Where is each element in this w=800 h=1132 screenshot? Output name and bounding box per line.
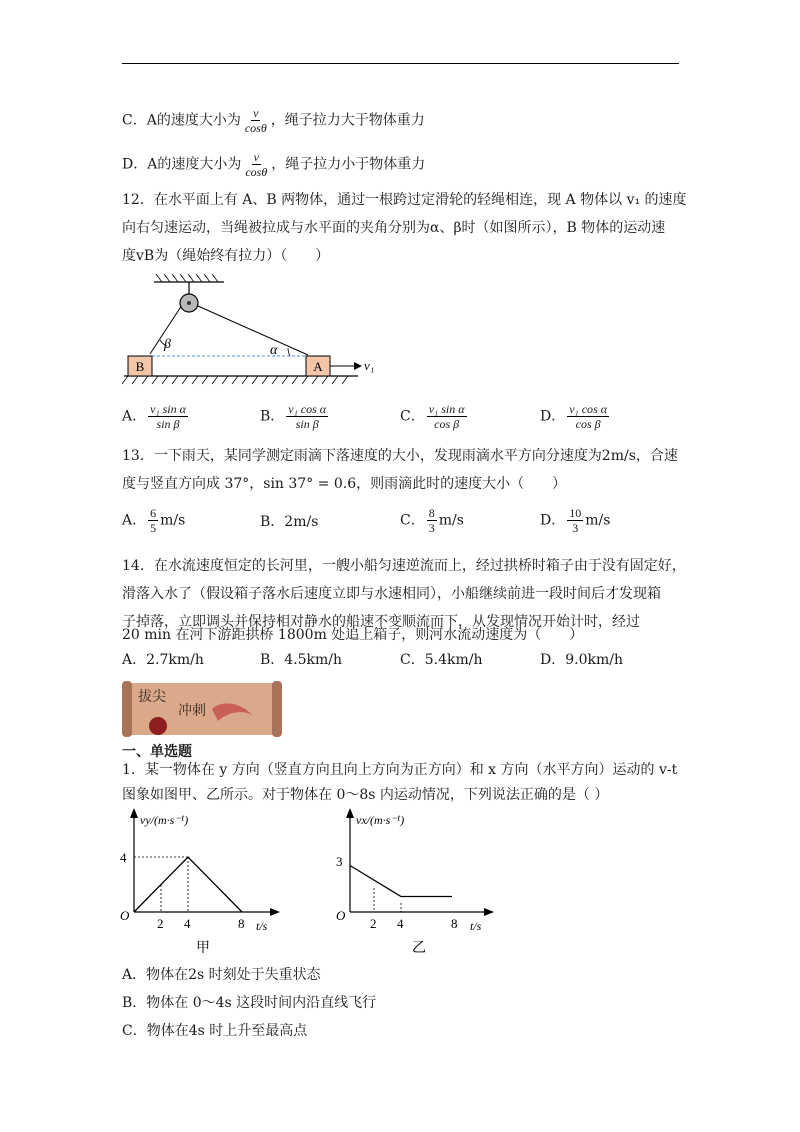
graph-right-origin: O (336, 908, 346, 923)
label-beta: β (164, 337, 171, 352)
graph-left (114, 808, 284, 958)
q14-text-line3: 子掉落，立即调头并保持相对静水的船速不变顺流而下，从发现情况开始计时，经过 (122, 614, 640, 630)
q12-text-line1: 12．在水平面上有 A、B 两物体，通过一根跨过定滑轮的轻绳相连，现 A 物体以 v₁ 的速度 (122, 192, 687, 208)
q12-pulley-figure (122, 268, 382, 386)
q12-option-a[interactable]: A． $\frac{\text{v₁ sin α}}{\text{sin β}}$ (122, 402, 186, 431)
section-title: 一、单选题 (122, 744, 192, 760)
graph-left-caption: 甲 (196, 941, 210, 956)
q12-text-line3: 度vB为（绳始终有拉力）（ ） (122, 248, 330, 264)
graph-left-xtick-8: 8 (238, 916, 245, 931)
q13-text-line1: 13．一下雨天，某同学测定雨滴下落速度的大小，发现雨滴水平方向分速度为2m/s，合速 (122, 448, 678, 464)
q14-text-line1: 14．在水流速度恒定的长河里，一艘小船匀速逆流而上，经过拱桥时箱子由于没有固定好， (122, 558, 686, 574)
q1-option-b[interactable]: B．物体在 0～4s 这段时间内沿直线飞行 (122, 995, 377, 1011)
graph-right-ytick: 3 (336, 854, 343, 869)
graph-left-ytick: 4 (120, 850, 127, 865)
q13-option-b[interactable]: B．2m/s (260, 514, 319, 530)
header-rule (122, 63, 679, 64)
q13-text-line2: 度与竖直方向成 37°，sin 37° = 0.6，则雨滴此时的速度大小（ ） (122, 476, 567, 492)
graph-left-ylabel: vy/(m·s⁻¹) (140, 813, 189, 827)
graph-left-xtick-2: 2 (157, 916, 164, 931)
q12-text-line2: 向右匀速运动，当绳被拉成与水平面的夹角分别为α、β时（如图所示），B 物体的运动速 (122, 220, 666, 236)
q11-c-fraction: $\frac{v}{\cos\theta}$ (244, 106, 267, 135)
label-alpha: α (270, 343, 278, 358)
graph-right (334, 808, 504, 958)
svg-text:拔尖: 拔尖 (138, 690, 166, 705)
svg-text:B: B (135, 359, 145, 374)
graph-left-xtick-4: 4 (184, 916, 191, 931)
q14-option-a[interactable]: A．2.7km/h (122, 652, 204, 668)
q14-option-b[interactable]: B．4.5km/h (260, 652, 343, 668)
q11-d-fraction: $\frac{v}{\cos\theta}$ (245, 150, 268, 179)
q1-text-line2: 图象如图甲、乙所示。对于物体在 0～8s 内运动情况，下列说法正确的是（ ） (122, 787, 609, 803)
svg-text:冲刺: 冲刺 (178, 704, 206, 719)
graph-right-xlabel: t/s (470, 919, 482, 933)
graph-right-caption: 乙 (412, 941, 426, 956)
graph-right-xtick-2: 2 (370, 916, 377, 931)
graph-right-xtick-8: 8 (451, 916, 458, 931)
q14-text-line4: 20 min 在河下游距拱桥 1800m 处追上箱子，则河水流动速度为（ ） (122, 627, 584, 643)
graph-right-xtick-4: 4 (397, 916, 404, 931)
q1-option-a[interactable]: A．物体在2s 时刻处于失重状态 (122, 967, 321, 983)
q13-option-c[interactable]: C． $\frac{8}{3}$ m/s (400, 506, 464, 535)
q14-option-c[interactable]: C．5.4km/h (400, 652, 483, 668)
q13-option-d[interactable]: D． $\frac{10}{3}$ m/s (540, 506, 611, 535)
q12-option-d[interactable]: D． $\frac{\text{v₁ cos α}}{\text{cos β}}$ (540, 402, 608, 431)
q11-option-c[interactable]: C．A的速度大小为 $\frac{v}{\cos\theta}$ ，绳子拉力大于物体重力 (122, 106, 425, 135)
svg-text:A: A (313, 359, 323, 374)
graph-right-series (350, 866, 452, 897)
q14-option-d[interactable]: D．9.0km/h (540, 652, 623, 668)
q13-option-a[interactable]: A． $\frac{6}{5}$ m/s (122, 506, 186, 535)
graph-left-xlabel: t/s (256, 919, 268, 933)
q12-option-c[interactable]: C． $\frac{\text{v₁ sin α}}{\text{cos β}}$ (400, 402, 465, 431)
scroll-banner (122, 679, 282, 739)
q1-text-line1: 1．某一物体在 y 方向（竖直方向且向上方向为正方向）和 x 方向（水平方向）运动的 v-t (122, 762, 678, 778)
q11-option-d[interactable]: D．A的速度大小为 $\frac{v}{\cos\theta}$ ，绳子拉力小于物体重力 (122, 150, 426, 179)
q14-text-line2: 滑落入水了（假设箱子落水后速度立即与水速相同），小船继续前进一段时间后才发现箱 (122, 586, 661, 602)
seal-icon (149, 717, 167, 735)
graph-right-ylabel: vx/(m·s⁻¹) (356, 813, 405, 827)
q12-option-b[interactable]: B． $\frac{\text{v₁ cos α}}{\text{sin β}}$ (260, 402, 327, 431)
label-v1: v₁ (364, 358, 375, 373)
q1-option-c[interactable]: C．物体在4s 时上升至最高点 (122, 1023, 308, 1039)
graph-left-origin: O (120, 908, 130, 923)
